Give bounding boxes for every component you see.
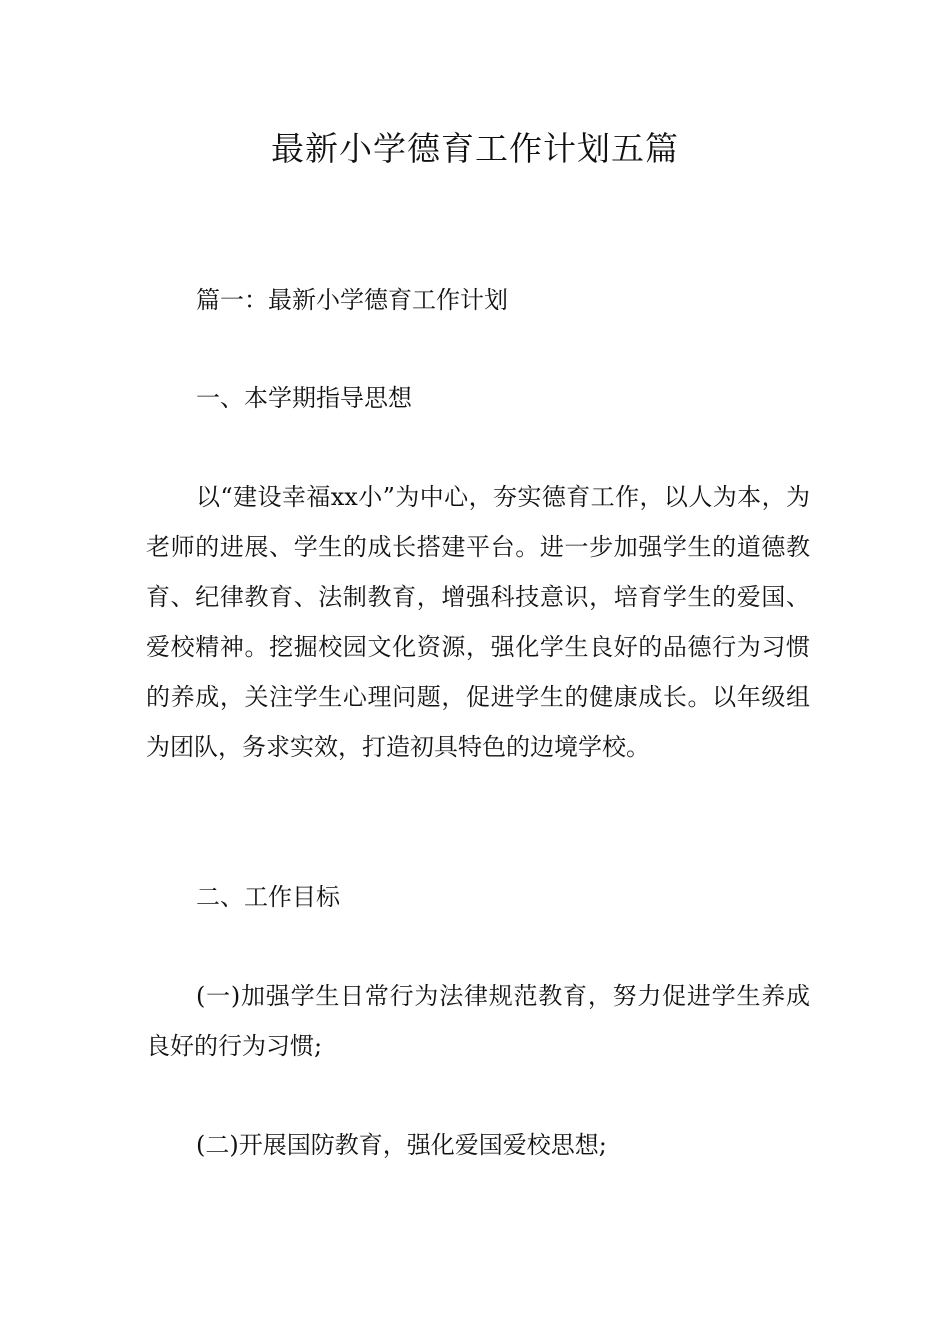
chapter-heading: 篇一：最新小学德育工作计划 [196,286,508,314]
goal-item-1: (一)加强学生日常行为法律规范教育，努力促进学生养成良好的行为习惯; [146,982,810,1060]
section-heading-guiding-ideology: 一、本学期指导思想 [196,384,412,412]
goal-item-2: (二)开展国防教育，强化爱国爱校思想; [196,1131,607,1159]
document-title: 最新小学德育工作计划五篇 [271,129,679,168]
section-heading-work-goals: 二、工作目标 [196,883,340,911]
paragraph-guiding-ideology: 以“建设幸福xx小”为中心，夯实德育工作，以人为本，为老师的进展、学生的成长搭建平台。进一步加强学生的道德教育、纪律教育、法制教育，增强科技意识，培育学生的爱国、爱校精神。挖掘校园文化资源，强化学生良好的品德行为习惯的养成，关注学生心理问题，促进学生的健康成长。以年级组为团队，务求实效，打造初具特色的边境学校。 [146,483,810,761]
